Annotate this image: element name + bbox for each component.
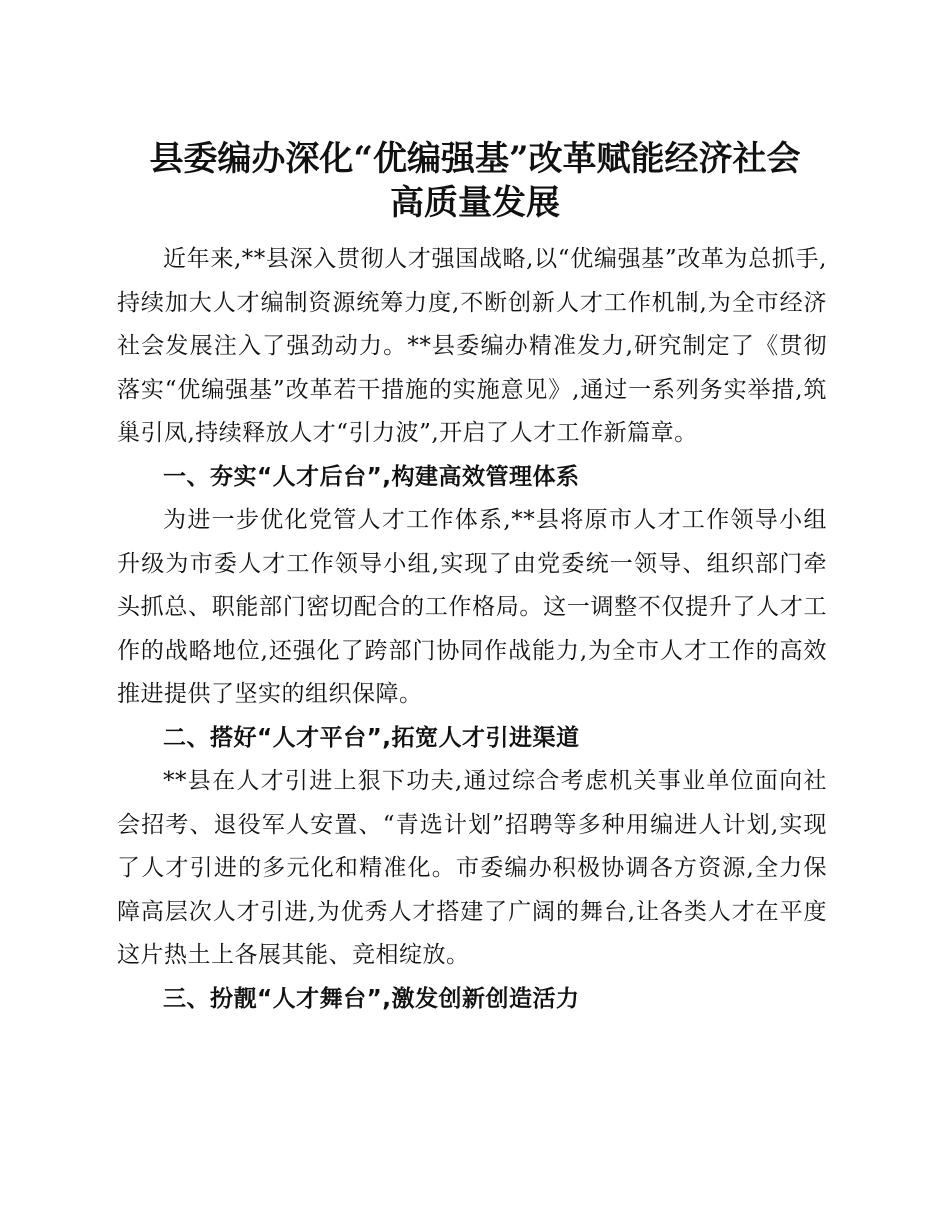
section-heading-2: 二、搭好“人才平台”,拓宽人才引进渠道 — [163, 724, 580, 751]
section-heading-3: 三、扮靓“人才舞台”,激发创新创造活力 — [163, 985, 580, 1012]
section-paragraph-2: **县在人才引进上狠下功夫,通过综合考虑机关事业单位面向社会招考、退役军人安置、“青选计划”招聘等多种用编进人计划,实现了人才引进的多元化和精准化。市委编办积极协调各方资源,全力保障高层次人才引进,为优秀人才搭建了广阔的舞台,让各类人才在平度这片热土上各展其能、竞相绽放。 — [117, 768, 827, 968]
document-body — [117, 238, 827, 1021]
section-paragraph-1: 为进一步优化党管人才工作体系,**县将原市人才工作领导小组升级为市委人才工作领导小组,实现了由党委统一领导、组织部门牵头抓总、职能部门密切配合的工作格局。这一调整不仅提升了人才工作的战略地位,还强化了跨部门协同作战能力,为全市人才工作的高效推进提供了坚实的组织保障。 — [117, 507, 827, 707]
section-heading-1: 一、夯实“人才后台”,构建高效管理体系 — [163, 463, 580, 490]
document-title-line-1: 县委编办深化“优编强基”改革赋能经济社会 — [149, 139, 801, 179]
document-title-line-2: 高质量发展 — [390, 183, 560, 223]
intro-paragraph: 近年来,**县深入贯彻人才强国战略,以“优编强基”改革为总抓手,持续加大人才编制资源统筹力度,不断创新人才工作机制,为全市经济社会发展注入了强劲动力。**县委编办精准发力,研究制定了《贯彻落实“优编强基”改革若干措施的实施意见》,通过一系列务实举措,筑巢引凤,持续释放人才“引力波”,开启了人才工作新篇章。 — [117, 246, 827, 446]
